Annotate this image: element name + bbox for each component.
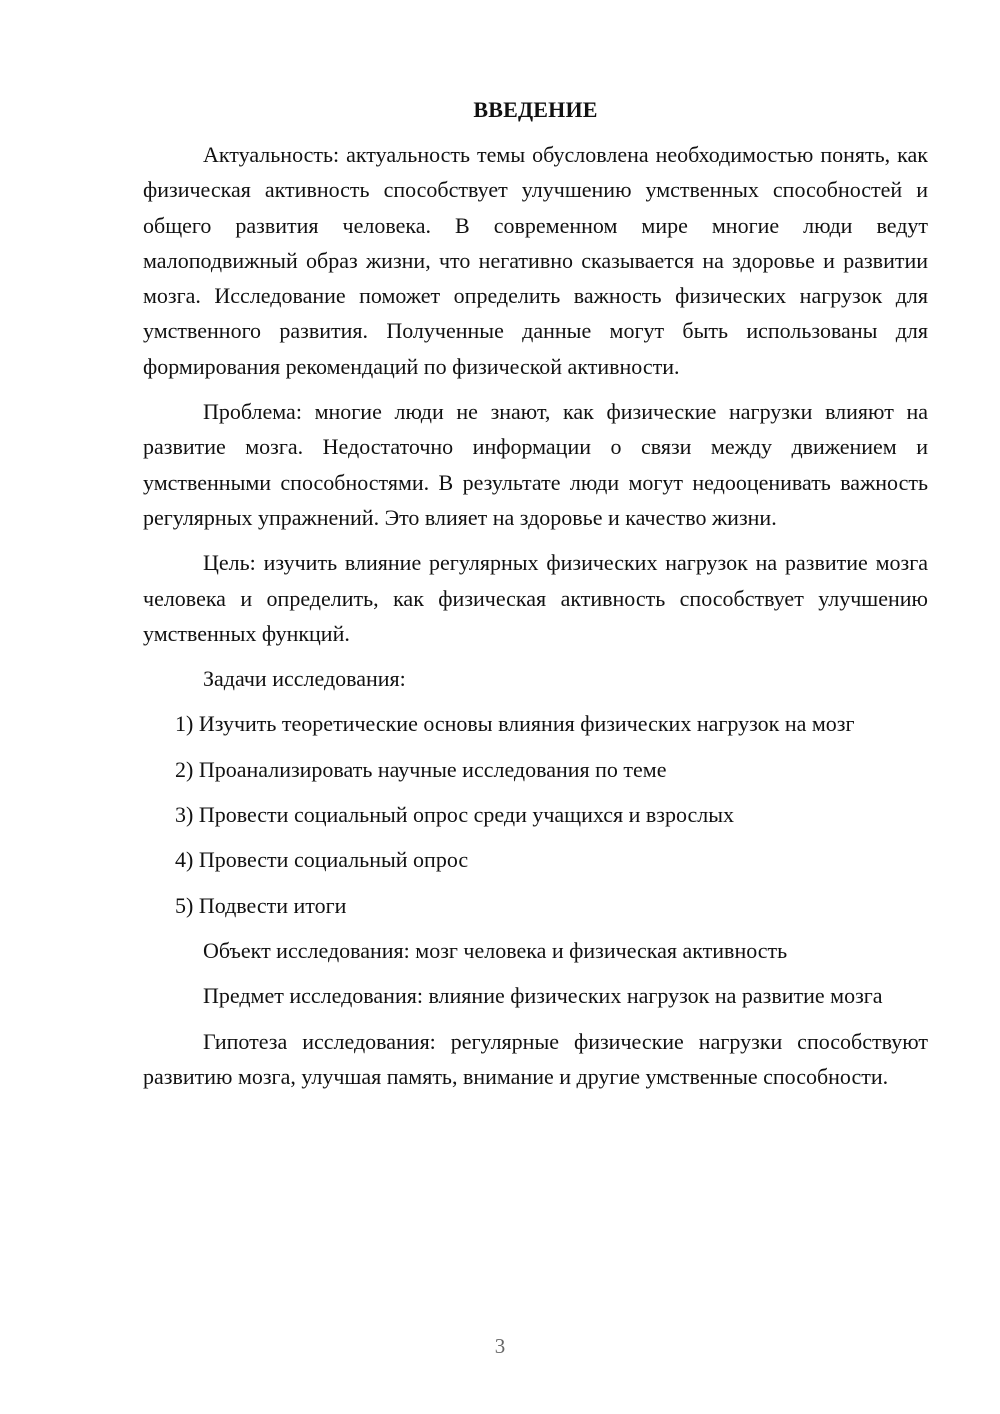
problem-paragraph: Проблема: многие люди не знают, как физические нагрузки влияют на развитие мозга. Недостаточно информации о связи между движением и умственными способностями. В результате люди могут недооценивать важность регулярных упражнений. Это влияет на здоровье и качество жизни. [143, 399, 928, 530]
task-item-4: 4) Провести социальный опрос [175, 847, 469, 873]
page-number: 3 [494, 1334, 506, 1358]
task-item-3: 3) Провести социальный опрос среди учащихся и взрослых [175, 802, 735, 828]
task-item-2: 2) Проанализировать научные исследования по теме [175, 756, 667, 782]
page-title: ВВЕДЕНИЕ [473, 97, 598, 122]
task-item-1: 1) Изучить теоретические основы влияния физических нагрузок на мозг [175, 711, 855, 737]
goal-paragraph: Цель: изучить влияние регулярных физических нагрузок на развитие мозга человека и определить, как физическая активность способствует улучшению умственных функций. [143, 550, 928, 646]
research-subject-paragraph: Предмет исследования: влияние физических нагрузок на развитие мозга [203, 983, 883, 1009]
task-item-5: 5) Подвести итоги [175, 892, 347, 918]
tasks-heading: Задачи исследования: [203, 666, 406, 692]
relevance-paragraph: Актуальность: актуальность темы обусловлена необходимостью понять, как физическая активность способствует улучшению умственных способностей и общего развития человека. В современном мире многие люди ведут малоподвижный образ жизни, что негативно сказывается на здоровье и развитии мозга. Исследование поможет определить важность физических нагрузок для умственного развития. Полученные данные могут быть использованы для формирования рекомендаций по физической активности. [143, 142, 928, 379]
tasks-list [143, 706, 928, 922]
research-object-paragraph: Объект исследования: мозг человека и физическая активность [203, 937, 788, 963]
document-body [143, 95, 928, 1104]
research-hypothesis-paragraph: Гипотеза исследования: регулярные физические нагрузки способствуют развитию мозга, улучшая память, внимание и другие умственные способности. [143, 1028, 928, 1089]
